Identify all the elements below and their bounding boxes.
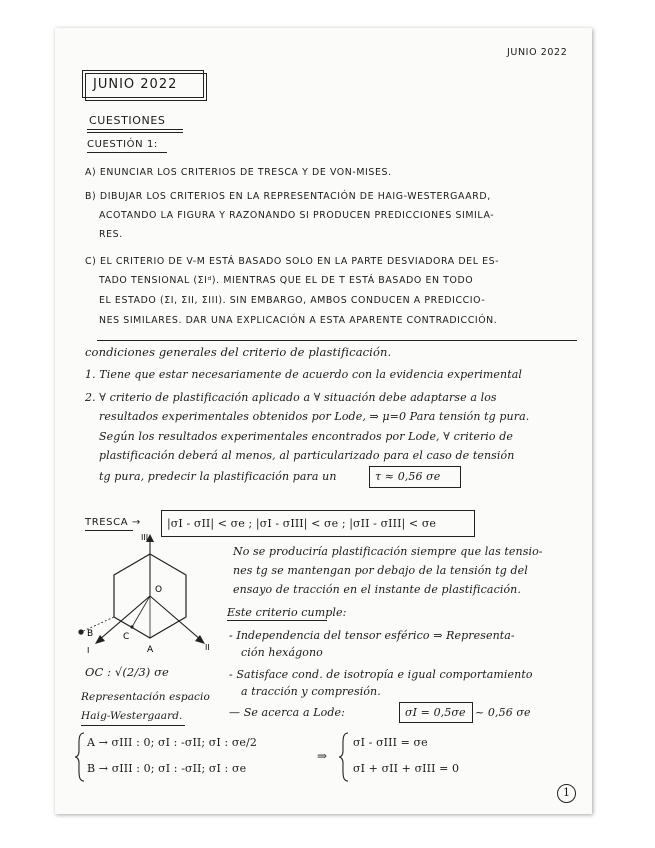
segment-B-ext — [81, 617, 114, 632]
point-C-label: C — [123, 632, 130, 642]
item-b-line2: ACOTANDO LA FIGURA Y RAZONANDO SI PRODUCEN PREDICCIONES SIMILA- — [99, 210, 495, 221]
case-B: B → σIII : 0; σI : -σII; σI : σe — [87, 762, 247, 775]
tresca-lode-value: σI = 0,5σe — [405, 706, 466, 719]
implies-arrow: ⇒ — [317, 749, 328, 763]
section-underline — [87, 129, 183, 130]
tresca-bullet-1a: - Independencia del tensor esférico ⇒ Representa- — [229, 629, 515, 642]
tresca-text-3: ensayo de tracción en el instante de plastificación. — [233, 583, 521, 596]
note-2-line2: resultados experimentales obtenidos por Lode, ⇒ μ=0 Para tensión tg pura. — [99, 410, 530, 423]
question-heading: CUESTIÓN 1: — [87, 139, 158, 150]
page-number: 1 — [562, 786, 571, 799]
rep-caption-underline — [81, 725, 185, 726]
notes-heading: condiciones generales del criterio de plastificación. — [85, 345, 392, 359]
rep-caption-1: Representación espacio — [81, 691, 210, 703]
note-2-line4: plastificación deberá al menos, al particularizado para el caso de tensión — [99, 449, 515, 462]
lode-value: τ ≈ 0,56 σe — [375, 470, 441, 483]
item-c-line2: TADO TENSIONAL (ΣIᵈ). MIENTRAS QUE EL DE T ESTÁ BASADO EN TODO — [99, 275, 474, 286]
axis-II-label: II — [205, 643, 210, 652]
result-brace — [337, 731, 351, 783]
point-A-label: A — [147, 645, 154, 655]
note-2-line1: 2. ∀ criterio de plastificación aplicado a ∀ situación debe adaptarse a los — [85, 391, 497, 404]
section-underline-2 — [87, 132, 183, 133]
rep-caption-2: Haig-Westergaard. — [81, 710, 183, 722]
haig-westergaard-diagram — [75, 528, 225, 658]
tresca-complies-underline — [227, 620, 327, 621]
tresca-bullet-1b: ción hexágono — [241, 646, 323, 659]
point-B-label: B — [87, 629, 94, 639]
section-heading: CUESTIONES — [89, 114, 166, 127]
tresca-formula: |σI - σII| < σe ; |σI - σIII| < σe ; |σII - σIII| < σe — [167, 517, 437, 530]
tresca-text-2: nes tg se mantengan por debajo de la tensión tg del — [233, 564, 528, 577]
point-B-dot — [78, 629, 83, 634]
tresca-bullet-3: — Se acerca a Lode: — [229, 706, 345, 719]
question-underline — [87, 152, 167, 153]
item-c-underline — [97, 340, 577, 341]
axis-III-label: III — [141, 533, 149, 542]
segment-OC — [132, 596, 150, 627]
tresca-lode-tail: ~ 0,56 σe — [475, 706, 531, 719]
tresca-label: TRESCA → — [85, 517, 141, 528]
tresca-text-1: No se produciría plastificación siempre que las tensio- — [233, 545, 543, 558]
axis-I-label: I — [87, 646, 90, 655]
note-1: 1. Tiene que estar necesariamente de acuerdo con la evidencia experimental — [85, 368, 523, 381]
oc-formula: OC : √(2/3) σe — [85, 665, 169, 679]
page-title: JUNIO 2022 — [93, 77, 178, 92]
tresca-bullet-2b: a tracción y compresión. — [241, 685, 381, 698]
item-b-line3: RES. — [99, 229, 123, 240]
point-O-label: O — [155, 585, 163, 595]
cases-brace — [73, 731, 87, 783]
result-2: σI + σII + σIII = 0 — [353, 762, 460, 775]
point-C-dot — [130, 625, 133, 628]
notebook-page — [55, 28, 592, 814]
result-1: σI - σIII = σe — [353, 736, 428, 749]
note-2-line5: tg pura, predecir la plastificación para un — [99, 470, 337, 483]
item-b-line1: B) DIBUJAR LOS CRITERIOS EN LA REPRESENTACIÓN DE HAIG-WESTERGAARD, — [85, 191, 491, 202]
item-c-line4: NES SIMILARES. DAR UNA EXPLICACIÓN A ESTA APARENTE CONTRADICCIÓN. — [99, 315, 498, 326]
note-2-line3: Según los resultados experimentales encontrados por Lode, ∀ criterio de — [99, 430, 513, 443]
tresca-bullet-2a: - Satisface cond. de isotropía e igual comportamiento — [229, 668, 533, 681]
tresca-complies: Este criterio cumple: — [227, 606, 347, 619]
item-c-line1: C) EL CRITERIO DE V-M ESTÁ BASADO SOLO EN LA PARTE DESVIADORA DEL ES- — [85, 256, 500, 267]
item-a: A) ENUNCIAR LOS CRITERIOS DE TRESCA Y DE VON-MISES. — [85, 167, 392, 178]
header-date: JUNIO 2022 — [507, 47, 568, 58]
item-c-line3: EL ESTADO (ΣI, ΣII, ΣIII). SIN EMBARGO, AMBOS CONDUCEN A PREDICCIO- — [99, 295, 486, 306]
case-A: A → σIII : 0; σI : -σII; σI : σe/2 — [87, 736, 257, 749]
